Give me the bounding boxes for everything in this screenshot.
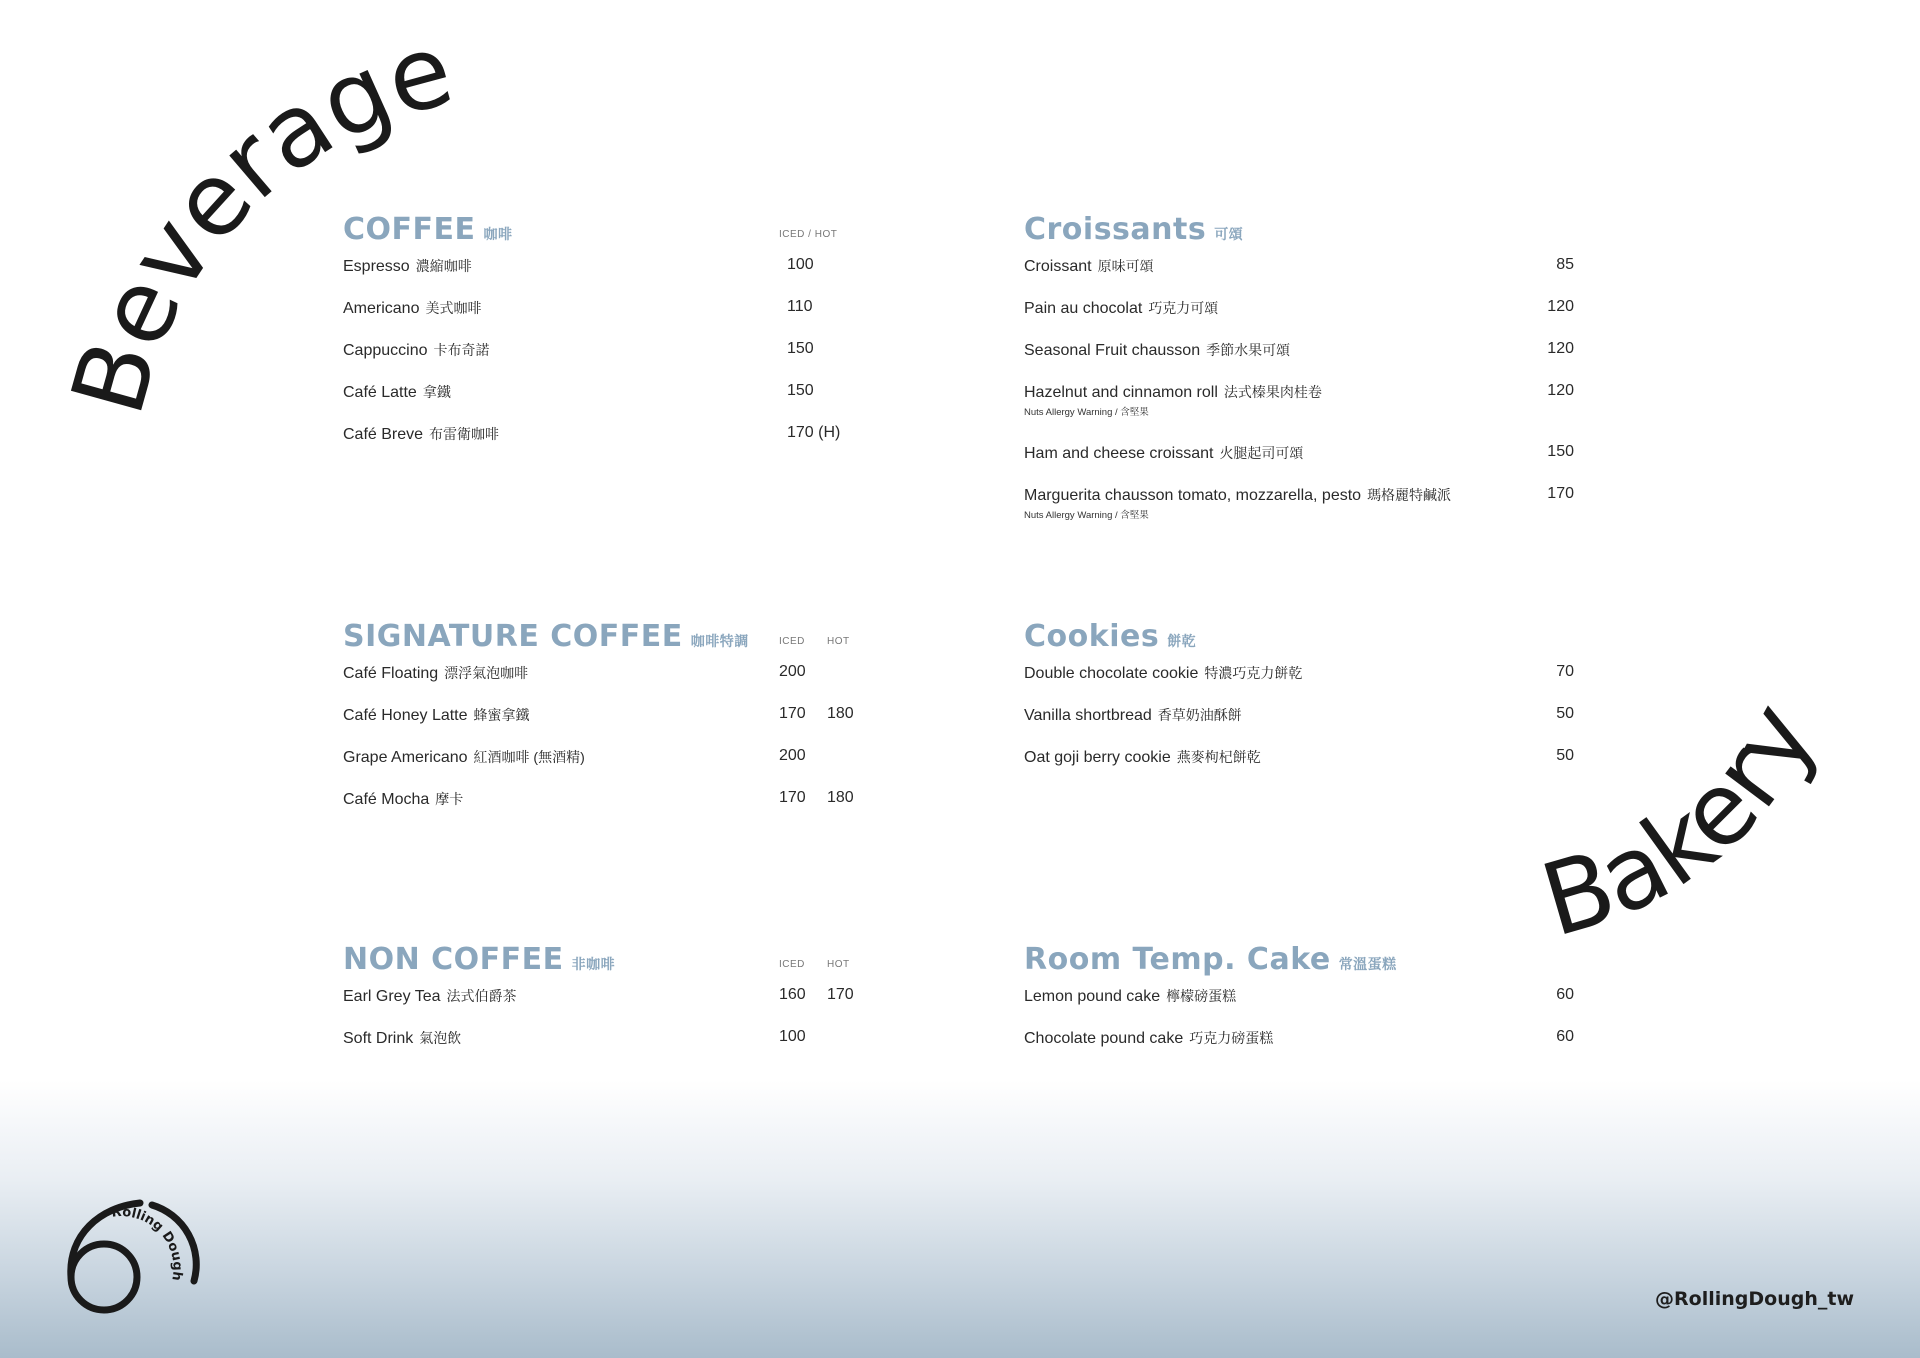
item-price: 120 — [1547, 340, 1574, 357]
item-name: Vanilla shortbread 香草奶油酥餅 — [1024, 707, 1242, 724]
item-name: Café Breve 布雷衛咖啡 — [343, 426, 500, 443]
noncoffee-col-hot: HOT — [827, 959, 850, 970]
item-price: 120 — [1547, 298, 1574, 315]
item-price: 85 — [1556, 256, 1574, 273]
menu-item — [1024, 443, 1574, 485]
item-name: Seasonal Fruit chausson 季節水果可頌 — [1024, 342, 1291, 359]
menu-item — [343, 382, 863, 424]
allergy-note: Nuts Allergy Warning / 含堅果 — [1024, 407, 1149, 418]
cookies-section — [1024, 619, 1574, 789]
item-name: Pain au chocolat 巧克力可頌 — [1024, 300, 1219, 317]
croissants-list — [1024, 256, 1574, 546]
menu-item — [343, 747, 863, 789]
allergy-note: Nuts Allergy Warning / 含堅果 — [1024, 510, 1149, 521]
item-name: Hazelnut and cinnamon roll 法式榛果肉桂卷 — [1024, 384, 1322, 401]
item-name: Chocolate pound cake 巧克力磅蛋糕 — [1024, 1030, 1274, 1047]
item-price: 170 — [779, 705, 806, 722]
item-name: Café Mocha 摩卡 — [343, 791, 464, 808]
cookies-title: Cookies 餅乾 — [1024, 619, 1197, 654]
menu-item — [1024, 986, 1574, 1028]
item-name: Cappuccino 卡布奇諾 — [343, 342, 490, 359]
item-price: 50 — [1556, 705, 1574, 722]
item-price: 170 — [1547, 485, 1574, 502]
menu-item — [343, 340, 863, 382]
item-price-hot: 170 — [827, 986, 854, 1003]
menu-item — [343, 986, 863, 1028]
cookies-list — [1024, 663, 1574, 789]
coffee-section — [343, 212, 863, 466]
rolling-dough-logo — [60, 1195, 210, 1335]
menu-item — [1024, 256, 1574, 298]
item-name: Café Floating 漂浮氣泡咖啡 — [343, 665, 529, 682]
item-name: Café Latte 拿鐵 — [343, 384, 451, 401]
menu-item — [1024, 382, 1574, 443]
menu-item — [1024, 747, 1574, 789]
menu-item — [1024, 705, 1574, 747]
item-name: Café Honey Latte 蜂蜜拿鐵 — [343, 707, 530, 724]
bakery-heading: Bakery — [1529, 684, 1839, 960]
item-price: 110 — [787, 298, 813, 315]
coffee-title: COFFEE 咖啡 — [343, 212, 513, 247]
menu-item — [1024, 340, 1574, 382]
signature-section — [343, 619, 863, 831]
item-name: Double chocolate cookie 特濃巧克力餅乾 — [1024, 665, 1303, 682]
croissants-title: Croissants 可頌 — [1024, 212, 1244, 247]
item-price: 150 — [787, 340, 814, 357]
item-name: Espresso 濃縮咖啡 — [343, 258, 472, 275]
item-price: 100 — [779, 1028, 806, 1045]
item-price: 120 — [1547, 382, 1574, 399]
signature-title: SIGNATURE COFFEE 咖啡特調 — [343, 619, 749, 654]
item-name: Grape Americano 紅酒咖啡 (無酒精) — [343, 749, 585, 766]
item-price: 150 — [1547, 443, 1574, 460]
item-price: 170 — [779, 789, 806, 806]
item-price: 170 (H) — [787, 424, 841, 441]
svg-text:Rolling Dough: Rolling Dough — [110, 1204, 185, 1282]
item-name: Croissant 原味可頌 — [1024, 258, 1154, 275]
social-handle: @RollingDough_tw — [1655, 1288, 1854, 1310]
menu-item — [1024, 1028, 1574, 1070]
item-name: Soft Drink 氣泡飲 — [343, 1030, 462, 1047]
coffee-list — [343, 256, 863, 466]
menu-item — [343, 424, 863, 466]
item-price-hot: 180 — [827, 789, 854, 806]
noncoffee-col-iced: ICED — [779, 959, 805, 970]
item-price: 50 — [1556, 747, 1574, 764]
item-name: Marguerita chausson tomato, mozzarella, pesto 瑪格麗特鹹派 — [1024, 487, 1452, 504]
menu-item — [343, 298, 863, 340]
noncoffee-title: NON COFFEE 非咖啡 — [343, 942, 616, 977]
menu-item — [343, 663, 863, 705]
item-name: Oat goji berry cookie 燕麥枸杞餅乾 — [1024, 749, 1261, 766]
item-price: 200 — [779, 663, 806, 680]
menu-item — [343, 705, 863, 747]
noncoffee-list — [343, 986, 863, 1070]
menu-item — [343, 1028, 863, 1070]
signature-col-hot: HOT — [827, 636, 850, 647]
coffee-col-header: ICED / HOT — [779, 229, 838, 240]
menu-item — [1024, 298, 1574, 340]
item-name: Earl Grey Tea 法式伯爵茶 — [343, 988, 517, 1005]
cake-list — [1024, 986, 1574, 1070]
item-price: 60 — [1556, 1028, 1574, 1045]
item-price: 200 — [779, 747, 806, 764]
cake-section — [1024, 942, 1574, 1070]
menu-item — [1024, 663, 1574, 705]
beverage-heading: Beverage — [48, 10, 465, 427]
menu-item — [1024, 485, 1574, 546]
item-price: 160 — [779, 986, 806, 1003]
item-price: 60 — [1556, 986, 1574, 1003]
menu-item — [343, 256, 863, 298]
item-name: Lemon pound cake 檸檬磅蛋糕 — [1024, 988, 1237, 1005]
signature-col-iced: ICED — [779, 636, 805, 647]
croissants-section — [1024, 212, 1574, 546]
signature-list — [343, 663, 863, 831]
noncoffee-section — [343, 942, 863, 1070]
item-price: 150 — [787, 382, 814, 399]
item-price: 100 — [787, 256, 814, 273]
cake-title: Room Temp. Cake 常溫蛋糕 — [1024, 942, 1397, 977]
item-price-hot: 180 — [827, 705, 854, 722]
item-name: Americano 美式咖啡 — [343, 300, 482, 317]
item-price: 70 — [1556, 663, 1574, 680]
menu-item — [343, 789, 863, 831]
item-name: Ham and cheese croissant 火腿起司可頌 — [1024, 445, 1304, 462]
